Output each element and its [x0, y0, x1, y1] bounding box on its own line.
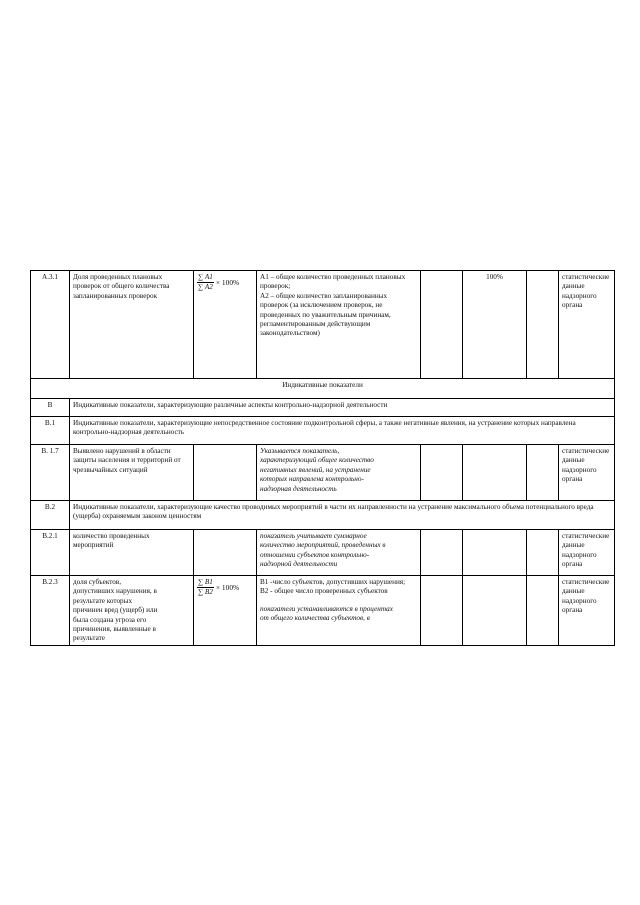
formula-numerator: ∑ А1 — [198, 273, 213, 281]
target-value: 100% — [463, 271, 527, 379]
empty-cell — [527, 576, 559, 646]
group-title: Индикативные показатели, характеризующие качество проводимых мероприятий в части их направленности на устранение максимального объема потенциального вреда (ущерба) охраняемым законом ценностям — [70, 501, 615, 530]
empty-cell — [421, 271, 463, 379]
data-source: статистические данные надзорного органа — [559, 576, 615, 646]
empty-cell — [421, 530, 463, 576]
row-code: В.2.1 — [31, 530, 70, 576]
indicator-name: Доля проведенных плановых проверок от общего количества запланированных проверок — [70, 271, 194, 379]
empty-cell — [463, 530, 527, 576]
formula-denominator: ∑ А2 — [198, 283, 213, 291]
data-source: статистические данные надзорного органа — [559, 530, 615, 576]
table-row-b23 — [31, 576, 615, 646]
table-row-section — [31, 379, 615, 399]
row-code: В — [31, 399, 70, 417]
data-source: статистические данные надзорного органа — [559, 445, 615, 501]
group-title: Индикативные показатели, характеризующие различные аспекты контрольно-надзорной деятельности — [70, 399, 615, 417]
table-row-a31 — [31, 271, 615, 379]
empty-cell — [527, 530, 559, 576]
table-row-b2 — [31, 501, 615, 530]
empty-cell — [421, 576, 463, 646]
indicator-name: Выявлено нарушений в области защиты населения и территорий от чрезвычайных ситуаций — [70, 445, 194, 501]
row-code: В.1 — [31, 417, 70, 445]
empty-cell — [194, 530, 257, 576]
formula-cell — [194, 576, 257, 646]
empty-cell — [463, 445, 527, 501]
formula-cell — [194, 271, 257, 379]
formula-numerator: ∑ В1 — [198, 578, 213, 586]
indicator-description: Указывается показатель, характеризующий общее количество негативных явлений, на устранение которых направлена контрольно-надзорная деятельность — [257, 445, 421, 501]
table-row-b17 — [31, 445, 615, 501]
table-row-b1 — [31, 417, 615, 445]
row-code: В. 1.7 — [31, 445, 70, 501]
description-main: В1 -число субъектов, допустивших нарушения; В2 - общее число проверенных субъектов — [260, 578, 406, 596]
section-title: Индикативные показатели — [31, 379, 615, 399]
empty-cell — [194, 445, 257, 501]
description-note: показатели устанавливаются в процентах от общего количества субъектов, в — [260, 604, 393, 623]
group-title: Индикативные показатели, характеризующие непосредственное состояние подконтрольной сферы, а также негативные явления, на устранение которых направлена контрольно-надзорная деятельность — [70, 417, 615, 445]
data-source: статистические данные надзорного органа — [559, 271, 615, 379]
row-code: А.3.1 — [31, 271, 70, 379]
indicator-name: доля субъектов, допустивших нарушения, в результате которых причинен вред (ущерб) или была создана угроза его причинения, выявленные в результате — [70, 576, 194, 646]
formula-multiplier: × 100% — [215, 277, 240, 287]
empty-cell — [421, 445, 463, 501]
indicator-description: показатель учитывает суммарное количество мероприятий, проведенных в отношении субъектов контрольно-надзорной деятельности — [257, 530, 421, 576]
empty-cell — [463, 576, 527, 646]
indicator-description — [257, 576, 421, 646]
row-code: В.2.3 — [31, 576, 70, 646]
empty-cell — [527, 445, 559, 501]
table-row-b — [31, 399, 615, 417]
table-row-b21 — [31, 530, 615, 576]
formula — [197, 273, 239, 292]
row-code: В.2 — [31, 501, 70, 530]
indicator-description: А1 – общее количество проведенных плановых проверок; А2 – общее количество запланированных проверок (за исключением проверок, не проведенных по уважительным причинам, регламентированным действующим законодательством) — [257, 271, 421, 379]
indicator-name: количество проведенных мероприятий — [70, 530, 194, 576]
empty-cell — [527, 271, 559, 379]
formula-multiplier: × 100% — [215, 582, 240, 592]
formula-denominator: ∑ В2 — [198, 588, 213, 596]
indicators-table — [30, 270, 615, 646]
formula — [197, 578, 239, 597]
